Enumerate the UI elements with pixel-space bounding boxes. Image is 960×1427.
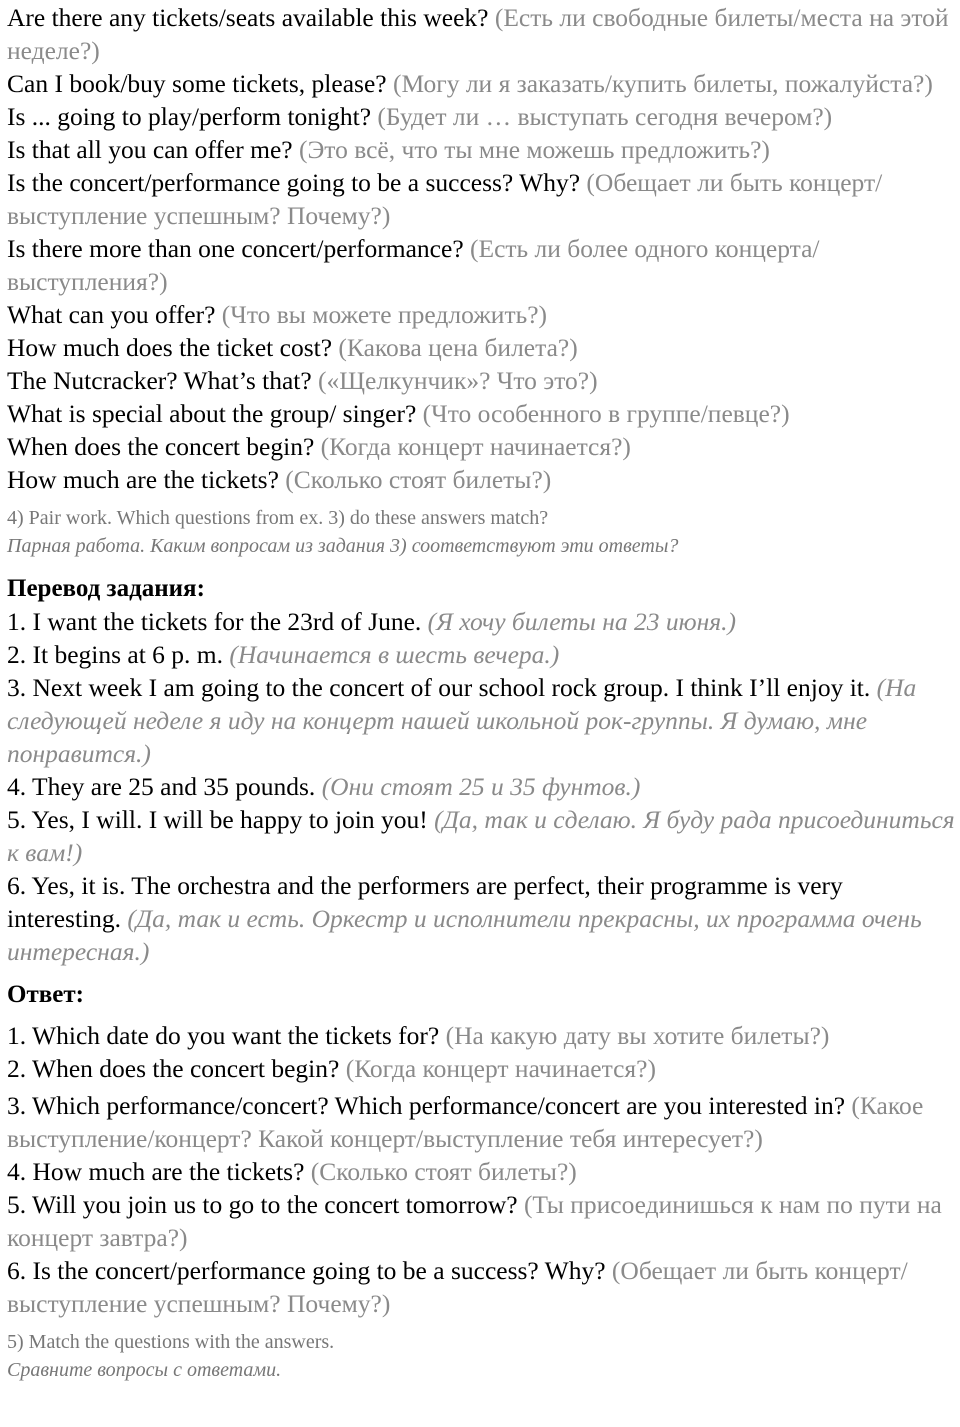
question-item xyxy=(7,364,957,397)
answer-ru: (Ты присоединишься к нам по пути на концерт завтра?) xyxy=(7,1190,942,1252)
question-ru: (Будет ли … выступать сегодня вечером?) xyxy=(377,102,833,131)
question-item xyxy=(7,397,957,430)
translation-item xyxy=(7,605,957,638)
translation-item xyxy=(7,803,957,869)
translation-en: 2. It begins at 6 p. m. xyxy=(7,640,224,669)
question-en: Can I book/buy some tickets, please? xyxy=(7,69,387,98)
question-item xyxy=(7,100,957,133)
answer-ru: (Какое выступление/концерт? Какой концерт/выступление тебя интересует?) xyxy=(7,1091,924,1153)
question-item xyxy=(7,430,957,463)
translation-item xyxy=(7,671,957,770)
translation-list xyxy=(7,605,957,968)
question-item xyxy=(7,298,957,331)
question-en: What is special about the group/ singer? xyxy=(7,399,417,428)
question-ru: (Когда концерт начинается?) xyxy=(320,432,631,461)
question-en: Is ... going to play/perform tonight? xyxy=(7,102,372,131)
translation-en: 4. They are 25 and 35 pounds. xyxy=(7,772,316,801)
answer-en: 5. Will you join us to go to the concert tomorrow? xyxy=(7,1190,518,1219)
answer-list xyxy=(7,1019,957,1320)
question-ru: (Есть ли свободные билеты/места на этой неделе?) xyxy=(7,3,949,65)
answer-ru: (Обещает ли быть концерт/выступление успешным? Почему?) xyxy=(7,1256,908,1318)
task-5 xyxy=(7,1328,957,1384)
translation-ru: (Они стоят 25 и 35 фунтов.) xyxy=(321,772,641,801)
task-5-instruction-ru: Сравните вопросы с ответами. xyxy=(7,1359,282,1381)
translation-ru: (Я хочу билеты на 23 июня.) xyxy=(427,607,737,636)
question-item xyxy=(7,463,957,496)
question-en: Are there any tickets/seats available this week? xyxy=(7,3,489,32)
translation-ru: (Да, так и сделаю. Я буду рада присоединиться к вам!) xyxy=(7,805,955,867)
task-4-instruction: 4) Pair work. Which questions from ex. 3) do these answers match? xyxy=(7,507,549,529)
question-item xyxy=(7,133,957,166)
translation-ru: (Начинается в шесть вечера.) xyxy=(229,640,560,669)
answer-item xyxy=(7,1155,957,1188)
question-list xyxy=(7,1,957,496)
translation-en: 6. Yes, it is. The orchestra and the performers are perfect, their programme is very interesting. xyxy=(7,871,843,933)
translation-item xyxy=(7,638,957,671)
task-4 xyxy=(7,504,957,560)
translation-item xyxy=(7,869,957,968)
translation-en: 3. Next week I am going to the concert of our school rock group. I think I’ll enjoy it. xyxy=(7,673,871,702)
question-ru: (Обещает ли быть концерт/выступление успешным? Почему?) xyxy=(7,168,883,230)
question-en: Is that all you can offer me? xyxy=(7,135,293,164)
task-5-instruction: 5) Match the questions with the answers. xyxy=(7,1331,335,1353)
translation-en: 1. I want the tickets for the 23rd of June. xyxy=(7,607,422,636)
answer-item xyxy=(7,1052,957,1085)
question-ru: (Есть ли более одного концерта/выступления?) xyxy=(7,234,820,296)
answer-item xyxy=(7,1188,957,1254)
question-en: What can you offer? xyxy=(7,300,216,329)
question-ru: («Щелкунчик»? Что это?) xyxy=(318,366,598,395)
translation-ru: (Да, так и есть. Оркестр и исполнители прекрасны, их программа очень интересная.) xyxy=(7,904,922,966)
question-en: The Nutcracker? What’s that? xyxy=(7,366,312,395)
translation-en: 5. Yes, I will. I will be happy to join you! xyxy=(7,805,428,834)
question-item xyxy=(7,166,957,232)
translation-heading: Перевод задания: xyxy=(7,575,205,602)
question-en: How much are the tickets? xyxy=(7,465,279,494)
translation-item xyxy=(7,770,957,803)
question-ru: (Это всё, что ты мне можешь предложить?) xyxy=(298,135,770,164)
document-page xyxy=(7,1,957,1384)
question-item xyxy=(7,67,957,100)
answer-item xyxy=(7,1254,957,1320)
question-en: How much does the ticket cost? xyxy=(7,333,333,362)
question-ru: (Какова цена билета?) xyxy=(338,333,578,362)
answer-ru: (Сколько стоят билеты?) xyxy=(310,1157,577,1186)
answer-en: 6. Is the concert/performance going to be a success? Why? xyxy=(7,1256,606,1285)
question-ru: (Что вы можете предложить?) xyxy=(221,300,548,329)
question-en: Is there more than one concert/performance? xyxy=(7,234,464,263)
question-en: Is the concert/performance going to be a success? Why? xyxy=(7,168,581,197)
question-ru: (Что особенного в группе/певце?) xyxy=(422,399,790,428)
task-4-instruction-ru: Парная работа. Каким вопросам из задания 3) соответствуют эти ответы? xyxy=(7,535,679,557)
answer-item xyxy=(7,1019,957,1052)
answer-ru: (Когда концерт начинается?) xyxy=(345,1054,656,1083)
question-item xyxy=(7,331,957,364)
answer-en: 3. Which performance/concert? Which performance/concert are you interested in? xyxy=(7,1091,846,1120)
question-en: When does the concert begin? xyxy=(7,432,315,461)
answer-item xyxy=(7,1089,957,1155)
answer-en: 4. How much are the tickets? xyxy=(7,1157,305,1186)
translation-ru: (На следующей неделе я иду на концерт нашей школьной рок-группы. Я думаю, мне понравится.) xyxy=(7,673,917,768)
answer-ru: (На какую дату вы хотите билеты?) xyxy=(445,1021,830,1050)
answer-en: 2. When does the concert begin? xyxy=(7,1054,340,1083)
question-item xyxy=(7,1,957,67)
question-item xyxy=(7,232,957,298)
answer-en: 1. Which date do you want the tickets for? xyxy=(7,1021,440,1050)
question-ru: (Могу ли я заказать/купить билеты, пожалуйста?) xyxy=(392,69,933,98)
answer-heading: Ответ: xyxy=(7,981,84,1008)
question-ru: (Сколько стоят билеты?) xyxy=(285,465,552,494)
